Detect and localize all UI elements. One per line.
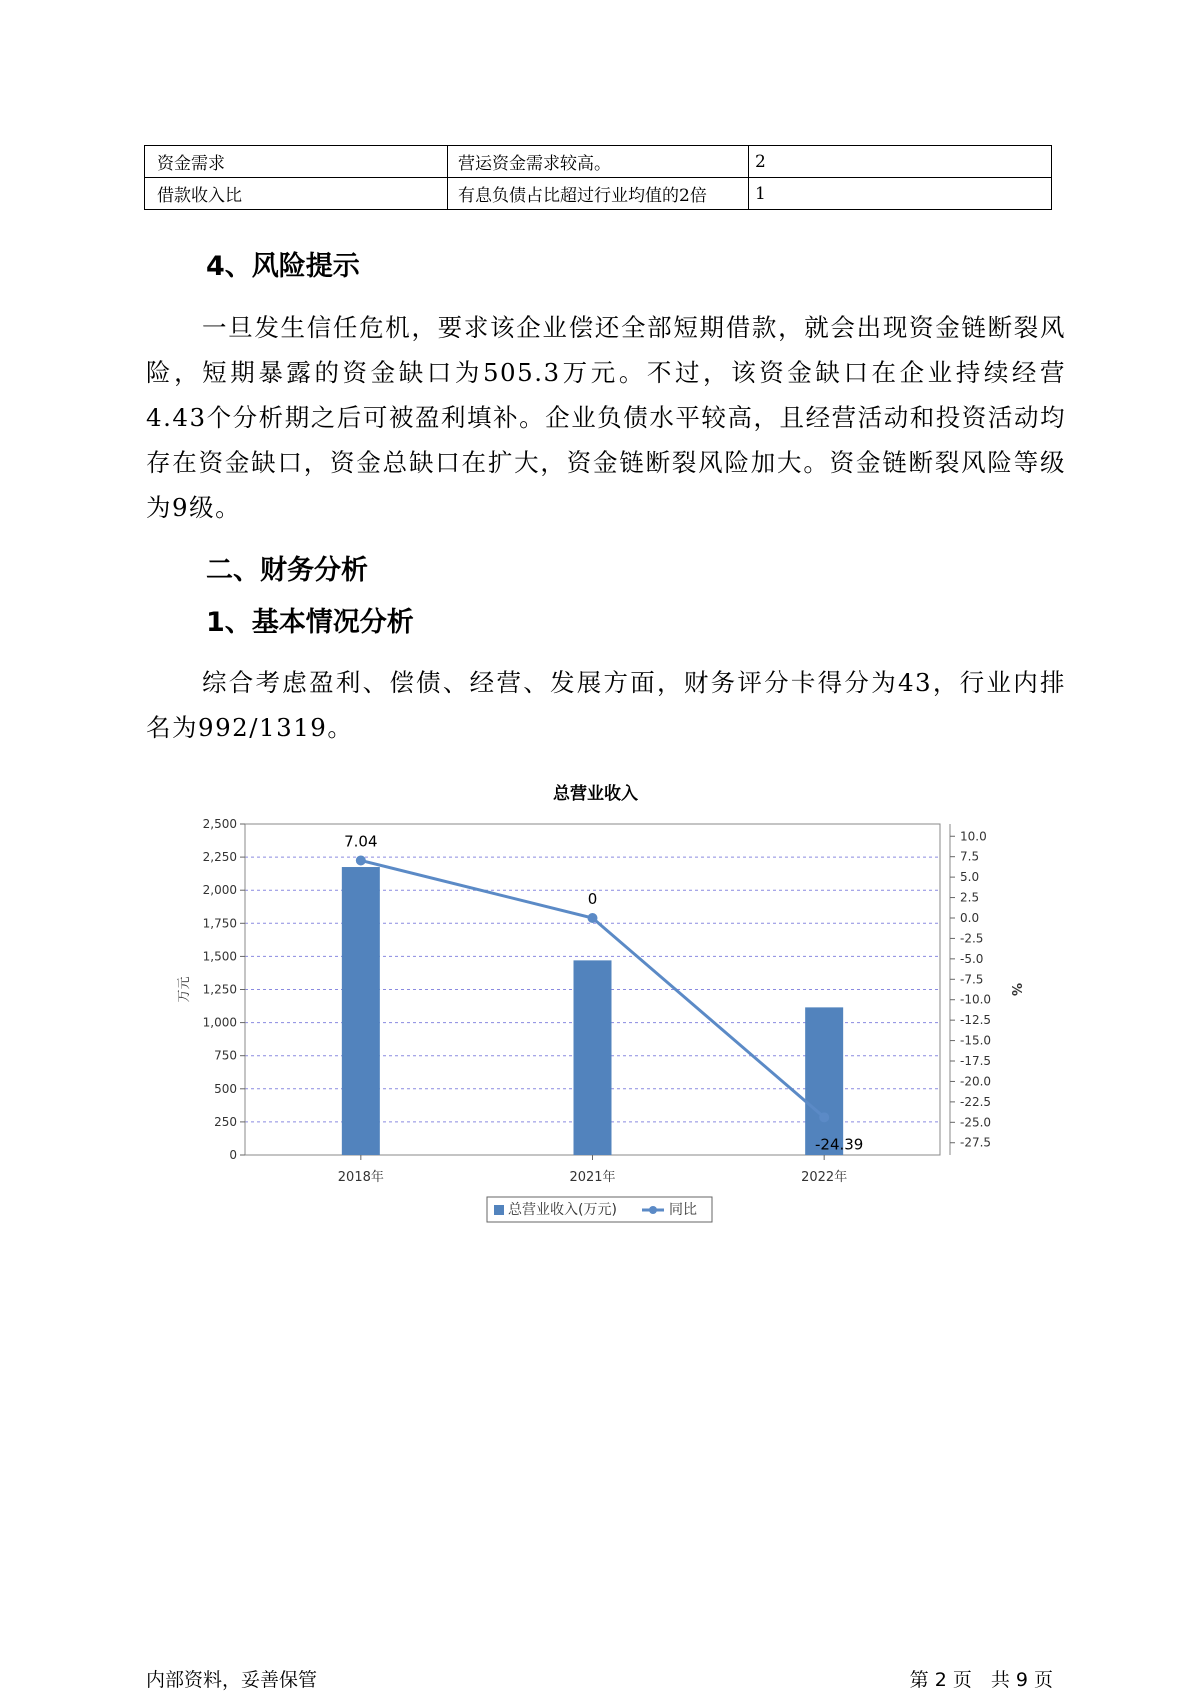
bar [574,960,612,1155]
yoy-point [588,913,598,923]
data-label: -24.39 [814,1135,864,1154]
risk-paragraph: 一旦发生信任危机，要求该企业偿还全部短期借款，就会出现资金链断裂风险，短期暴露的资金缺口为505.3万元。不过，该资金缺口在企业持续经营 4.43个分析期之后可被盈利填补。企业负债水平较高，且经营活动和投资活动均存在资金缺口，资金总缺口在扩大，资金链断裂风险加大。资金链断裂风险等级为9级。 [146,313,1066,522]
y2-tick-label: -5.0 [960,951,984,966]
data-label: 7.04 [344,832,378,851]
y2-tick-label: -2.5 [960,931,984,946]
yoy-point [819,1112,829,1122]
y2-tick-label: -17.5 [960,1054,992,1069]
bar [805,1007,843,1155]
y-tick-label: 250 [214,1114,237,1129]
x-tick-label: 2021年 [569,1170,616,1185]
subsection-heading-basic: 1、基本情况分析 [206,607,414,638]
section-heading-finance: 二、财务分析 [206,555,368,586]
y2-tick-label: -10.0 [960,992,992,1007]
y-tick-label: 1,000 [202,1015,237,1030]
y-axis-label: 万元 [177,976,192,1003]
table-cell-item: 资金需求 [145,146,448,178]
y2-tick-label: -25.0 [960,1115,992,1130]
yoy-point [356,855,366,865]
y2-tick-label: 7.5 [960,849,980,864]
y-tick-label: 2,000 [202,883,237,898]
y-tick-label: 750 [214,1048,237,1063]
legend-line-label: 同比 [669,1202,697,1218]
y2-tick-label: -12.5 [960,1013,992,1028]
legend-bar-swatch [494,1205,504,1215]
chart-title: 总营业收入 [553,784,638,804]
y2-tick-label: -20.0 [960,1074,992,1089]
y2-tick-label: 5.0 [960,870,980,885]
legend-line-marker [649,1206,657,1214]
table-cell-score: 1 [749,178,1052,210]
legend-bar-label: 总营业收入(万元) [508,1202,617,1218]
footer-page-number: 第 2 页 共 9 页 [909,1669,1053,1691]
chart-bars [342,867,843,1155]
y-tick-label: 1,250 [202,982,237,997]
bar [342,867,380,1155]
table-cell-item: 借款收入比 [145,178,448,210]
chart-legend [487,1197,712,1222]
finance-paragraph: 综合考虑盈利、偿债、经营、发展方面，财务评分卡得分为43，行业内排名为992/1319。 [146,668,1066,742]
y2-axis-label: % [1008,982,1023,997]
y2-tick-label: -15.0 [960,1033,992,1048]
y2-tick-label: -27.5 [960,1135,992,1150]
y-tick-label: 1,750 [202,916,237,931]
footer-confidential: 内部资料，妥善保管 [146,1669,318,1691]
x-tick-label: 2018年 [337,1170,384,1185]
y-tick-label: 0 [229,1148,237,1162]
y2-tick-label: 2.5 [960,890,980,905]
x-tick-label: 2022年 [801,1170,848,1185]
data-label: 0 [587,889,598,908]
table-cell-score: 2 [749,146,1052,178]
y-tick-label: 2,250 [202,850,237,865]
y-tick-label: 2,500 [202,817,237,831]
y-tick-label: 1,500 [202,949,237,964]
y2-tick-label: 10.0 [960,829,987,844]
table-cell-desc: 有息负债占比超过行业均值的2倍 [448,178,749,210]
y2-tick-label: -7.5 [960,972,984,987]
y2-tick-label: 0.0 [960,910,980,925]
table-cell-desc: 营运资金需求较高。 [448,146,749,178]
section-heading-risk: 4、风险提示 [206,251,360,282]
y2-tick-label: -22.5 [960,1094,992,1109]
y-tick-label: 500 [214,1081,237,1096]
